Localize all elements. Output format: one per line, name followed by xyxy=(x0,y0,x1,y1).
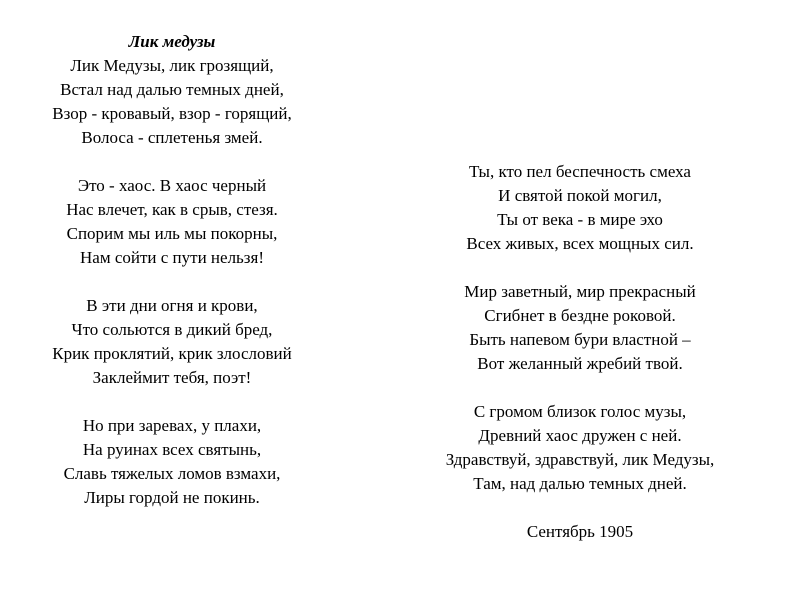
stanza-6 xyxy=(420,280,740,376)
poem-line: Заклеймит тебя, поэт! xyxy=(92,368,252,387)
stanza-5 xyxy=(420,160,740,256)
poem-line: Лик Медузы, лик грозящий, xyxy=(70,56,274,75)
poem-line: Крик проклятий, крик злословий xyxy=(52,344,292,363)
stanza-1 xyxy=(22,54,322,150)
poem-title: Лик медузы xyxy=(128,32,216,51)
poem-line: Встал над далью темных дней, xyxy=(60,80,284,99)
poem-line: Быть напевом бури властной – xyxy=(469,330,691,349)
poem-line: Ты, кто пел беспечность смеха xyxy=(469,162,691,181)
poem-line: Вот желанный жребий твой. xyxy=(477,354,683,373)
poem-line: Всех живых, всех мощных сил. xyxy=(466,234,694,253)
poem-line: Славь тяжелых ломов взмахи, xyxy=(63,464,281,483)
poem-line: Нас влечет, как в срыв, стезя. xyxy=(66,200,278,219)
poem-line: На руинах всех святынь, xyxy=(82,440,262,459)
poem-line: Это - хаос. В хаос черный xyxy=(77,176,267,195)
poem-line: Там, над далью темных дней. xyxy=(473,474,687,493)
poem-left-column xyxy=(22,30,322,510)
poem-line: Но при заревах, у плахи, xyxy=(82,416,262,435)
poem-line: Здравствуй, здравствуй, лик Медузы, xyxy=(445,450,715,469)
poem-line: И святой покой могил, xyxy=(498,186,662,205)
poem-line: Сгибнет в бездне роковой. xyxy=(484,306,676,325)
poem-line: Волоса - сплетенья змей. xyxy=(81,128,263,147)
poem-line: Нам сойти с пути нельзя! xyxy=(80,248,264,267)
poem-line: Взор - кровавый, взор - горящий, xyxy=(52,104,292,123)
stanza-2 xyxy=(22,174,322,270)
poem-line: С громом близок голос музы, xyxy=(473,402,687,421)
poem-line: Мир заветный, мир прекрасный xyxy=(464,282,696,301)
poem-line: Спорим мы иль мы покорны, xyxy=(66,224,278,243)
poem-line: В эти дни огня и крови, xyxy=(86,296,258,315)
poem-line: Ты от века - в мире эхо xyxy=(497,210,663,229)
poem-line: Лиры гордой не покинь. xyxy=(84,488,260,507)
poem-line: Древний хаос дружен с ней. xyxy=(478,426,682,445)
stanza-3 xyxy=(22,294,322,390)
poem-right-column xyxy=(420,160,740,544)
stanza-4 xyxy=(22,414,322,510)
poem-line: Что сольются в дикий бред, xyxy=(71,320,273,339)
poem-date: Сентябрь 1905 xyxy=(526,522,634,541)
stanza-7 xyxy=(420,400,740,496)
